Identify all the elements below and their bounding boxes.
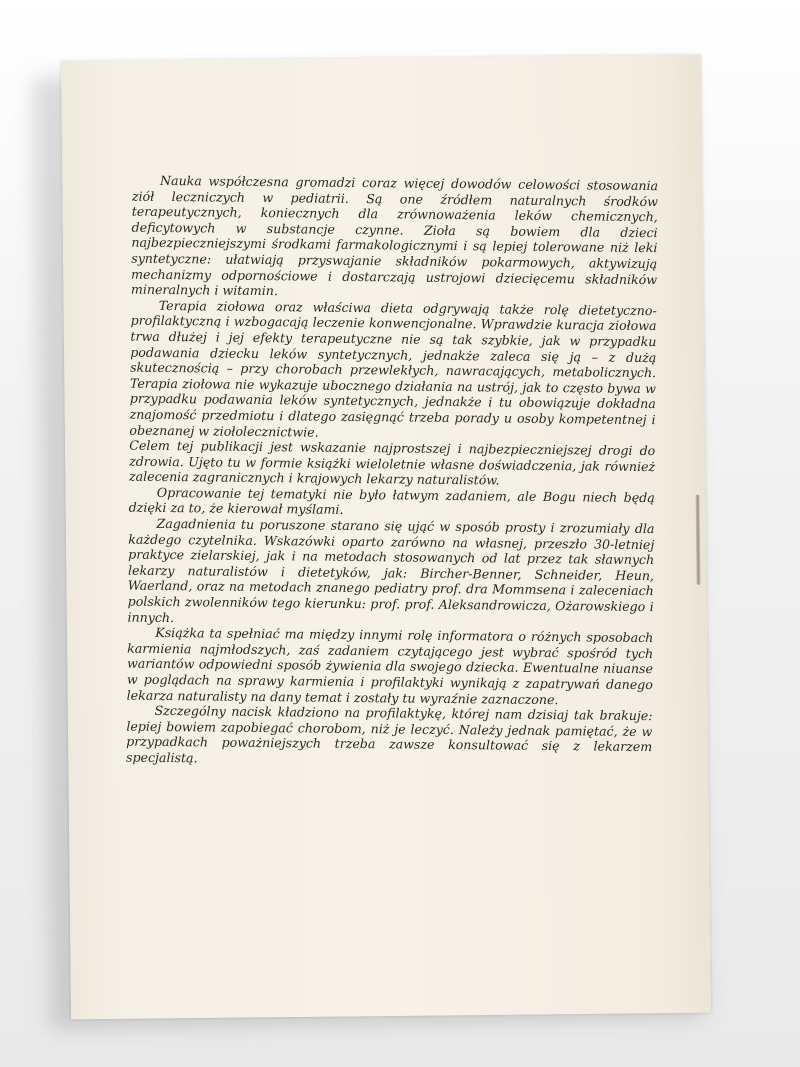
paragraph-5: Zagadnienia tu poruszone starano się ująć w sposób prosty i zrozumiały dla każdego czytelnika. Wskazówki oparto zarówno na własnej, przeszło 30-letniej praktyce zielarskiej, jak i na metodach stosowanych od lat przez tak sławnych lekarzy naturalistów i dietetyków, jak: Bircher-Benner, Schneider, Heun, Waerland, oraz na metodach znanego pediatry prof. dra Mommsena i zaleceniach polskich zwolenników tego kierunku: prof. prof. Aleksandrowicza, Ożarowskiego i innych. [127, 515, 655, 625]
paragraph-6: Książka ta spełniać ma między innymi rolę informatora o różnych sposobach karmienia najmłodszych, zaś zadaniem czytającego jest wybrać spośród tych wariantów odpowiedni sposób żywienia dla swojego dziecka. Ewentualne niuanse w poglądach na sprawy karmienia i profilaktyki wynikają z zapatrywań danego lekarza naturalisty na dany temat i zostały tu wyraźnie zaznaczone. [126, 625, 654, 707]
paragraph-4: Opracowanie tej tematyki nie było łatwym zadaniem, ale Bogu niech będą dzięki za to, że kierował myślami. [128, 484, 655, 518]
book-page [61, 55, 711, 1020]
paragraph-1: Nauka współczesna gromadzi coraz więcej dowodów celowości stosowania ziół leczniczych w pediatrii. Są one źródłem naturalnych środków terapeutycznych, koniecznych dla zrównoważenia leków chemicznych, deficytowych w substancje czynne. Zioła są bowiem dla dzieci najbezpieczniejszymi środkami farmakologicznymi i są lepiej tolerowane niż leki syntetyczne: ułatwiają przyswajanie składników pokarmowych, aktywizują mechanizmy odpornościowe i dostarczają ustrojowi dziecięcemu składników mineralnych i witamin. [130, 172, 659, 299]
paragraph-2: Terapia ziołowa oraz właściwa dieta odgrywają także rolę dietetyczno-profilaktyczną i wzbogacają leczenie konwencjonalne. Wprawdzie kuracja ziołowa trwa dłużej i jej efekty terapeutyczne nie są tak szybkie, jak w przypadku podawania dziecku leków syntetycznych, jednakże zaleca się ją – z dużą skutecznością – przy chorobach przewlekłych, nawracających, metabolicznych. Terapia ziołowa nie wykazuje ubocznego działania na ustrój, jak to często bywa w przypadku podawania leków syntetycznych, jednakże i tu obowiązuje dokładna znajomość przedmiotu i dlatego zasięgnąć trzeba porady u osoby kompetentnej i obeznanej w ziołolecznictwie. [129, 297, 657, 440]
page-edge-mark [696, 495, 701, 585]
preface-text [126, 173, 658, 771]
paragraph-7: Szczególny nacisk kładziono na profilaktykę, której nam dzisiaj tak brakuje: lepiej bowiem zapobiegać chorobom, niż je leczyć. Należy jednak pamiętać, że w przypadkach poważniejszych trzeba zawsze konsultować się z lekarzem specjalistą. [125, 703, 653, 766]
paragraph-3: Celem tej publikacji jest wskazanie najprostszej i najbezpieczniejszej drogi do zdrowia. Ujęto tu w formie książki wieloletnie własne doświadczenia, jak również zalecenia zagranicznych i krajowych lekarzy naturalistów. [128, 437, 656, 488]
